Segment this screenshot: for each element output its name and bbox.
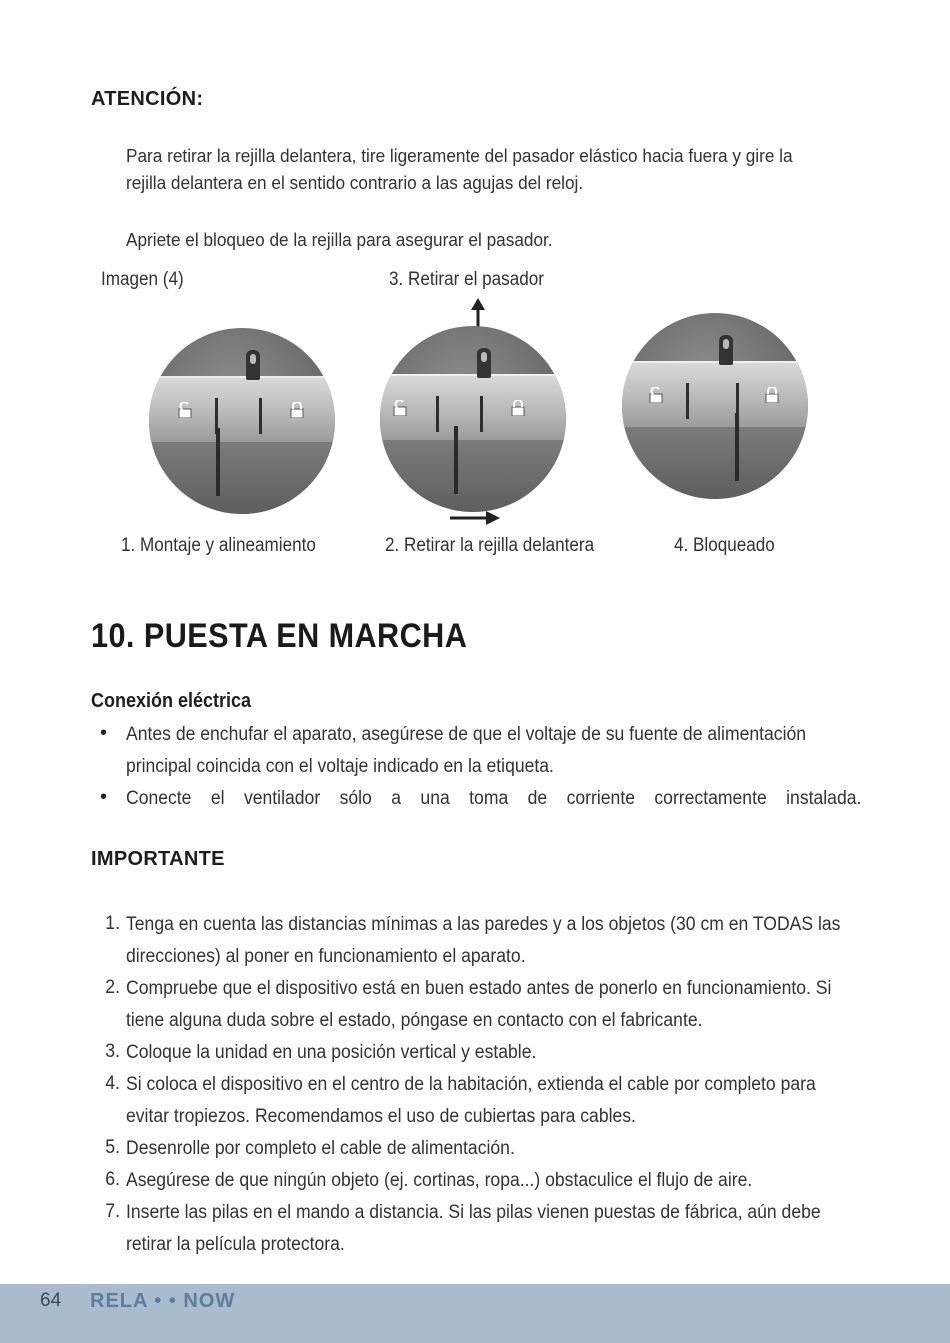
list-item (126, 1069, 861, 1133)
list-number: 5. (105, 1137, 120, 1158)
list-item (126, 973, 861, 1037)
caption-step-2: 2. Retirar la rejilla delantera (385, 535, 595, 556)
list-number: 2. (105, 977, 120, 998)
list-item: Desenrolle por completo el cable de alimentación. (126, 1138, 515, 1159)
list-item-line-1: Tenga en cuenta las distancias mínimas a las paredes y a los objetos (30 cm en TODAS las (126, 914, 841, 935)
bullet-icon: • (100, 722, 108, 744)
caption-step-4: 4. Bloqueado (674, 535, 775, 556)
grille-lower (380, 438, 566, 512)
bullet-item-line-1: Antes de enchufar el aparato, asegúrese de que el voltaje de su fuente de alimentación (126, 724, 807, 745)
section-title: 10. PUESTA EN MARCHA (91, 617, 468, 655)
attention-paragraph-1 (126, 142, 814, 196)
important-heading: IMPORTANTE (91, 848, 225, 870)
bullet-icon: • (100, 786, 108, 808)
grille-lower (149, 440, 335, 514)
list-item: Asegúrese de que ningún objeto (ej. cortinas, ropa...) obstaculice el flujo de aire. (126, 1170, 753, 1191)
list-item-line-2: evitar tropiezos. Recomendamos el uso de cubiertas para cables. (126, 1106, 636, 1127)
list-item-line-1: Inserte las pilas en el mando a distancia. Si las pilas vienen puestas de fábrica, aún debe (126, 1202, 821, 1223)
list-number: 4. (105, 1073, 120, 1094)
list-item-line-1: Si coloca el dispositivo en el centro de la habitación, extienda el cable por completo para (126, 1074, 816, 1095)
page-number: 64 (40, 1290, 62, 1311)
grille-marker (216, 428, 220, 496)
list-number: 6. (105, 1169, 120, 1190)
rotate-right-arrow-icon (450, 509, 500, 527)
slot-mark (436, 396, 439, 432)
image-label: Imagen (4) (101, 269, 184, 290)
brand-logo: RELA • • NOW (90, 1290, 236, 1312)
figure-image-3 (622, 313, 808, 499)
figure-image-2 (380, 326, 566, 512)
list-number: 1. (105, 913, 120, 934)
list-item-line-2: tiene alguna duda sobre el estado, póngase en contacto con el fabricante. (126, 1010, 703, 1031)
list-item-line-2: direcciones) al poner en funcionamiento el aparato. (126, 946, 526, 967)
list-item: Coloque la unidad en una posición vertical y estable. (126, 1042, 537, 1063)
unlock-icon (648, 387, 664, 403)
slot-mark (686, 383, 689, 419)
grille-marker (454, 426, 458, 494)
lock-icon (510, 400, 526, 416)
elastic-pin (477, 348, 491, 378)
electrical-connection-heading: Conexión eléctrica (91, 690, 252, 712)
lock-icon (764, 387, 780, 403)
elastic-pin (719, 335, 733, 365)
slot-mark (259, 398, 262, 434)
lock-icon (289, 402, 305, 418)
slot-mark (480, 396, 483, 432)
bullet-item (126, 719, 861, 783)
list-item (126, 1197, 861, 1261)
list-item-line-2: retirar la película protectora. (126, 1234, 345, 1255)
figure-image-1 (149, 328, 335, 514)
unlock-icon (177, 402, 193, 418)
grille-lower (622, 425, 808, 499)
list-number: 7. (105, 1201, 120, 1222)
caption-step-3: 3. Retirar el pasador (389, 269, 544, 290)
unlock-icon (392, 400, 408, 416)
attention-paragraph-1-line-2: rejilla delantera en el sentido contrario a las agujas del reloj. (126, 172, 584, 193)
bullet-item: Conecte el ventilador sólo a una toma de corriente correctamente instalada. (126, 788, 862, 809)
elastic-pin (246, 350, 260, 380)
list-item-line-1: Compruebe que el dispositivo está en buen estado antes de ponerlo en funcionamiento. Si (126, 978, 832, 999)
attention-paragraph-2: Apriete el bloqueo de la rejilla para asegurar el pasador. (126, 229, 553, 250)
grille-marker (735, 413, 739, 481)
attention-heading: ATENCIÓN: (91, 88, 204, 110)
list-number: 3. (105, 1041, 120, 1062)
bullet-item-line-2: principal coincida con el voltaje indicado en la etiqueta. (126, 756, 554, 777)
attention-paragraph-1-line-1: Para retirar la rejilla delantera, tire ligeramente del pasador elástico hacia fuera y gire la (126, 145, 793, 166)
caption-step-1: 1. Montaje y alineamiento (121, 535, 316, 556)
list-item (126, 909, 861, 973)
